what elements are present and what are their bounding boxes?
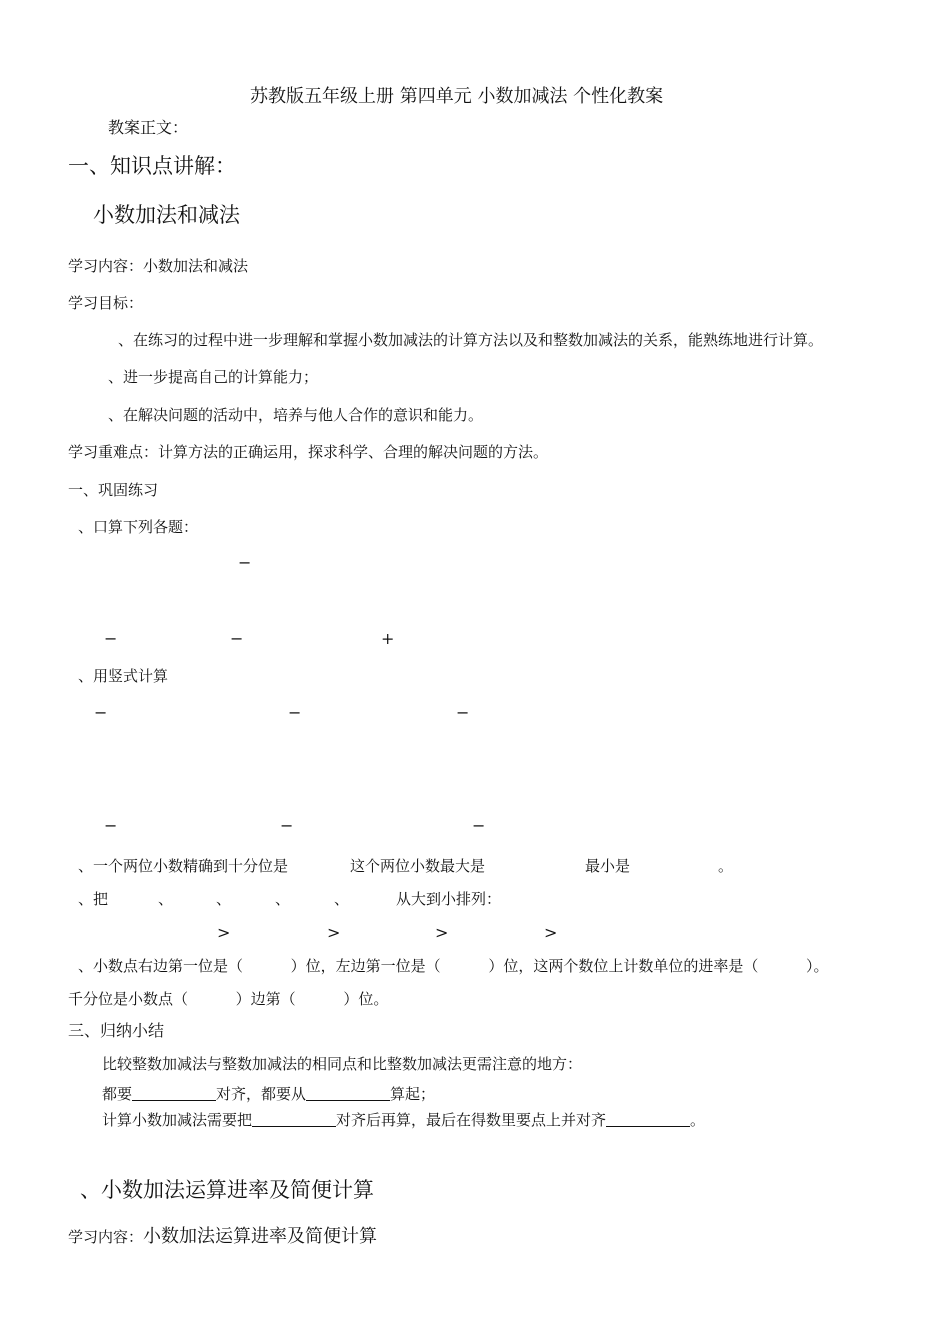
answer-blank[interactable] xyxy=(252,1112,336,1127)
question-4-sep-2: 、 xyxy=(216,890,232,908)
summary-intro: 比较整数加减法与整数加减法的相同点和比整数加减法更需注意的地方： xyxy=(102,1055,583,1073)
oral-op-1: − xyxy=(238,553,252,572)
question-3-part-d: 。 xyxy=(718,857,734,875)
vertical-op-5: − xyxy=(280,816,294,835)
oral-op-2: − xyxy=(104,629,118,648)
oral-op-3: − xyxy=(230,629,244,648)
learning-content: 学习内容：小数加法和减法 xyxy=(68,257,249,275)
question-4-part-a: 、把 xyxy=(78,890,109,908)
summary-line-2-c: 。 xyxy=(690,1111,706,1129)
summary-line-2 xyxy=(102,1112,705,1128)
vertical-op-3: − xyxy=(456,703,470,722)
vertical-op-1: − xyxy=(94,703,108,722)
vertical-calc-label: 、用竖式计算 xyxy=(78,667,169,685)
question-3-part-c: 最小是 xyxy=(585,857,631,875)
question-5: 、小数点右边第一位是（ ）位，左边第一位是（ ）位，这两个数位上计数单位的进率是（ ）。 xyxy=(78,957,829,975)
summary-line-2-a: 计算小数加减法需要把 xyxy=(102,1111,253,1129)
summary-line-1 xyxy=(102,1086,435,1102)
vertical-op-2: − xyxy=(288,703,302,722)
goal-item-2: 、进一步提高自己的计算能力； xyxy=(108,368,319,386)
question-4-part-b: 从大到小排列： xyxy=(396,890,502,908)
summary-line-1-c: 算起； xyxy=(390,1085,436,1103)
subtitle: 教案正文： xyxy=(108,118,189,137)
key-points: 学习重难点：计算方法的正确运用，探求科学、合理的解决问题的方法。 xyxy=(68,443,549,461)
question-4-sep-4: 、 xyxy=(334,890,350,908)
practice-heading: 一、巩固练习 xyxy=(68,481,159,499)
vertical-op-4: − xyxy=(104,816,118,835)
summary-line-1-a: 都要 xyxy=(102,1085,133,1103)
gt-sign-1: > xyxy=(217,923,231,942)
answer-blank[interactable] xyxy=(132,1086,216,1101)
gt-sign-3: > xyxy=(435,923,449,942)
section2-content-label: 学习内容： xyxy=(68,1228,144,1246)
summary-line-2-b: 对齐后再算，最后在得数里要点上并对齐 xyxy=(336,1111,607,1129)
question-4-sep-3: 、 xyxy=(275,890,291,908)
question-4-sep-1: 、 xyxy=(158,890,174,908)
oral-calc-label: 、口算下列各题： xyxy=(78,518,199,536)
question-3-part-a: 、一个两位小数精确到十分位是 xyxy=(78,857,289,875)
section1-heading: 一、知识点讲解： xyxy=(68,154,236,178)
gt-sign-4: > xyxy=(544,923,558,942)
gt-sign-2: > xyxy=(327,923,341,942)
topic-heading: 小数加法和减法 xyxy=(93,203,240,227)
oral-op-4: + xyxy=(381,629,395,648)
summary-heading: 三、归纳小结 xyxy=(68,1021,165,1040)
section2-heading: 、小数加法运算进率及简便计算 xyxy=(80,1178,374,1202)
answer-blank[interactable] xyxy=(606,1112,690,1127)
section2-content-value: 小数加法运算进率及简便计算 xyxy=(143,1226,378,1247)
page-title: 苏教版五年级上册 第四单元 小数加减法 个性化教案 xyxy=(250,86,664,107)
section2-content xyxy=(68,1228,377,1246)
learning-goals-label: 学习目标： xyxy=(68,294,144,312)
vertical-op-6: − xyxy=(472,816,486,835)
question-6: 千分位是小数点（ ）边第（ ）位。 xyxy=(68,990,389,1008)
goal-item-1: 、在练习的过程中进一步理解和掌握小数加减法的计算方法以及和整数加减法的关系，能熟练地进行计算。 xyxy=(118,331,824,349)
answer-blank[interactable] xyxy=(306,1086,390,1101)
question-3-part-b: 这个两位小数最大是 xyxy=(350,857,486,875)
summary-line-1-b: 对齐，都要从 xyxy=(216,1085,307,1103)
goal-item-3: 、在解决问题的活动中，培养与他人合作的意识和能力。 xyxy=(108,406,484,424)
